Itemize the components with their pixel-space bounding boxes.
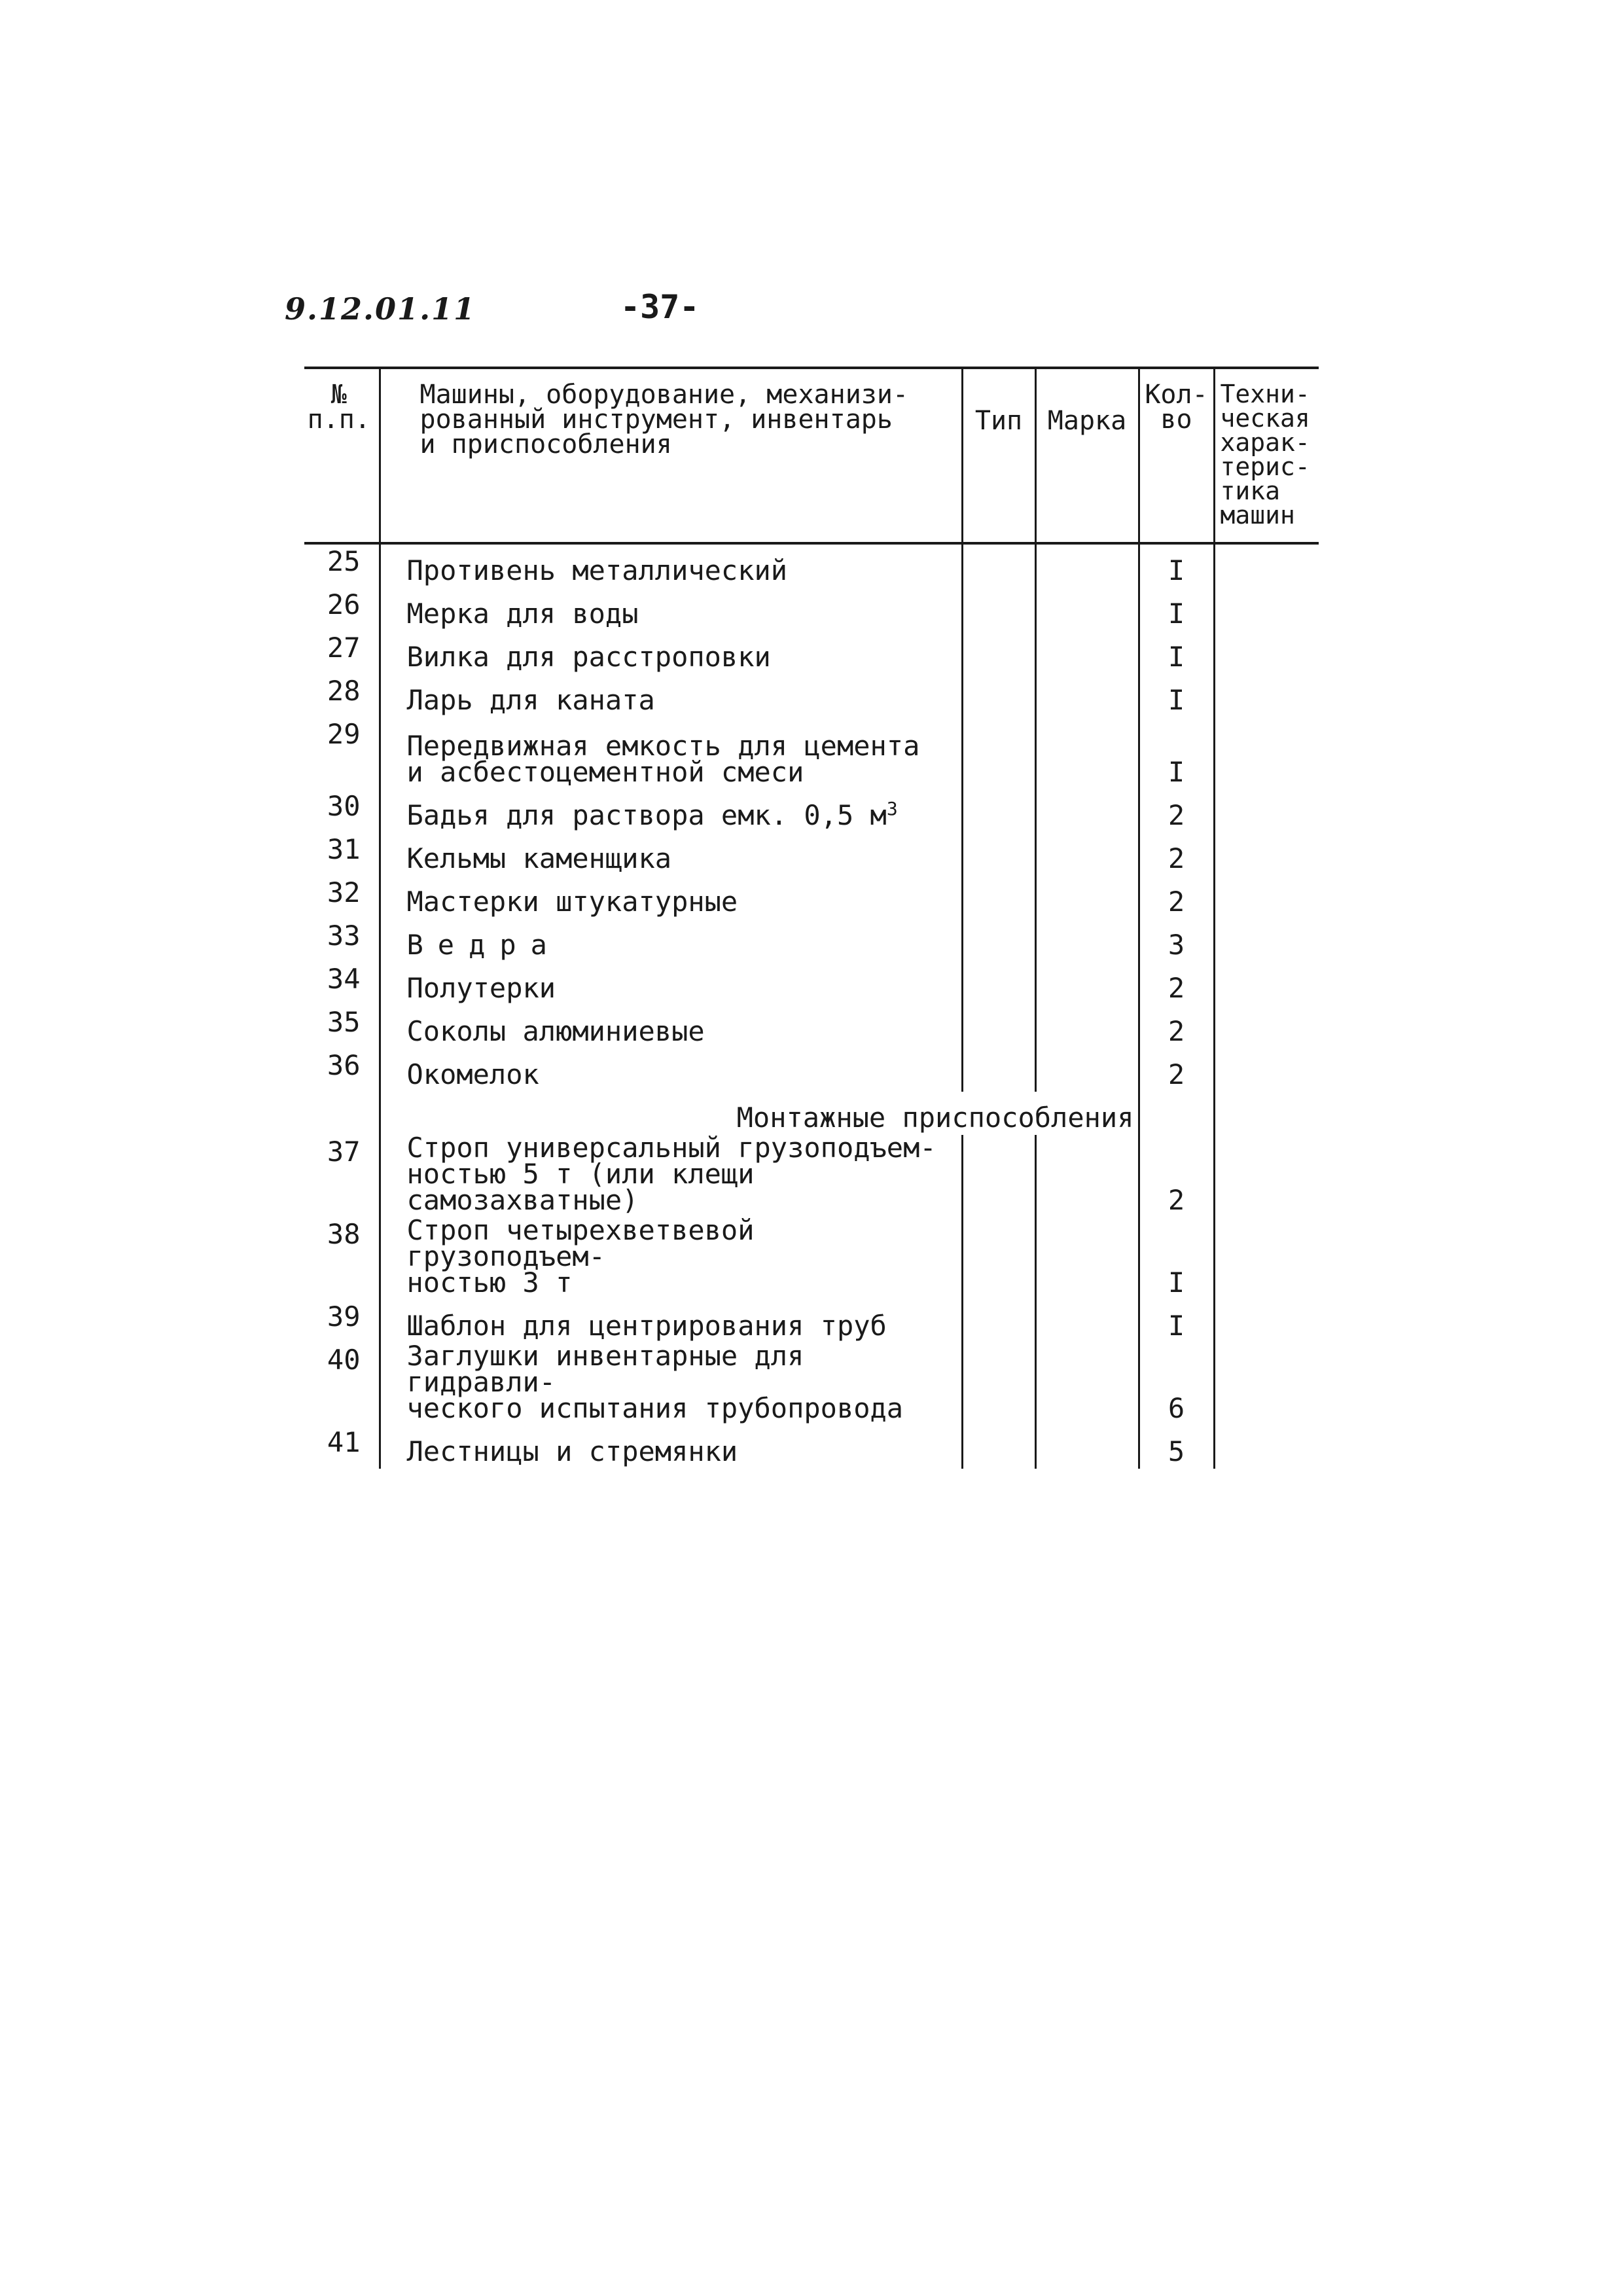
row-tech-spec bbox=[1214, 789, 1319, 833]
row-number: 41 bbox=[327, 1426, 361, 1458]
column-header-name: Машины, оборудование, механизи- рованный инструмент, инвентарь и приспособления bbox=[380, 368, 962, 543]
table-row bbox=[304, 833, 1319, 876]
equipment-table-container bbox=[304, 367, 1319, 1469]
row-type bbox=[962, 789, 1035, 833]
row-tech-spec bbox=[1214, 543, 1319, 588]
row-tech-spec bbox=[1214, 1135, 1319, 1217]
table-row bbox=[304, 588, 1319, 631]
column-header-quantity: Кол- во bbox=[1139, 368, 1214, 543]
row-quantity: 2 bbox=[1139, 1005, 1214, 1049]
row-type bbox=[962, 1135, 1035, 1217]
row-name-text: Бадья для раствора емк. 0,5 м bbox=[406, 799, 887, 831]
row-mark bbox=[1035, 876, 1139, 919]
row-mark bbox=[1035, 1135, 1139, 1217]
row-mark bbox=[1035, 1005, 1139, 1049]
column-header-number: № п.п. bbox=[304, 368, 380, 543]
row-quantity: 6 bbox=[1139, 1343, 1214, 1426]
row-number: 26 bbox=[327, 588, 361, 620]
row-mark bbox=[1035, 1426, 1139, 1469]
row-type bbox=[962, 1005, 1035, 1049]
table-row bbox=[304, 717, 1319, 789]
row-quantity: 2 bbox=[1139, 876, 1214, 919]
row-tech-spec bbox=[1214, 717, 1319, 789]
document-code: 9.12.01.11 bbox=[285, 291, 476, 327]
row-mark bbox=[1035, 543, 1139, 588]
section-tech-cell bbox=[1214, 1092, 1319, 1135]
row-type bbox=[962, 919, 1035, 962]
row-type bbox=[962, 833, 1035, 876]
row-quantity: I bbox=[1139, 674, 1214, 717]
row-mark bbox=[1035, 674, 1139, 717]
row-name: Мастерки штукатурные bbox=[380, 876, 962, 919]
row-name: Ларь для каната bbox=[380, 674, 962, 717]
row-mark bbox=[1035, 789, 1139, 833]
row-mark bbox=[1035, 1049, 1139, 1092]
row-mark bbox=[1035, 717, 1139, 789]
row-tech-spec bbox=[1214, 1426, 1319, 1469]
row-name: Кельмы каменщика bbox=[380, 833, 962, 876]
row-mark bbox=[1035, 1217, 1139, 1300]
row-mark bbox=[1035, 1343, 1139, 1426]
section-title: Монтажные приспособления bbox=[380, 1092, 1139, 1135]
row-type bbox=[962, 631, 1035, 674]
table-row bbox=[304, 1426, 1319, 1469]
section-row bbox=[304, 1092, 1319, 1135]
row-number: 25 bbox=[327, 545, 361, 577]
row-type bbox=[962, 674, 1035, 717]
column-header-tech-spec: Техни- ческая харак- терис- тика машин bbox=[1214, 368, 1319, 543]
row-name: Окомелок bbox=[380, 1049, 962, 1092]
row-mark bbox=[1035, 962, 1139, 1005]
table-header-row bbox=[304, 368, 1319, 543]
row-name: Полутерки bbox=[380, 962, 962, 1005]
row-number: 38 bbox=[327, 1218, 361, 1250]
table-row bbox=[304, 674, 1319, 717]
row-quantity: I bbox=[1139, 588, 1214, 631]
row-tech-spec bbox=[1214, 919, 1319, 962]
row-type bbox=[962, 962, 1035, 1005]
row-quantity: I bbox=[1139, 717, 1214, 789]
table-row bbox=[304, 543, 1319, 588]
row-tech-spec bbox=[1214, 962, 1319, 1005]
row-name: Строп универсальный грузоподъем- ностью 5 т (или клещи самозахватные) bbox=[380, 1135, 962, 1217]
row-type bbox=[962, 717, 1035, 789]
table-row bbox=[304, 1049, 1319, 1092]
row-type bbox=[962, 1426, 1035, 1469]
table-row bbox=[304, 1005, 1319, 1049]
row-number: 39 bbox=[327, 1300, 361, 1333]
row-mark bbox=[1035, 833, 1139, 876]
row-mark bbox=[1035, 1300, 1139, 1343]
row-name: Мерка для воды bbox=[380, 588, 962, 631]
table-row bbox=[304, 919, 1319, 962]
row-quantity: 3 bbox=[1139, 919, 1214, 962]
row-tech-spec bbox=[1214, 1049, 1319, 1092]
row-type bbox=[962, 1049, 1035, 1092]
row-name: Заглушки инвентарные для гидравли- ческого испытания трубопровода bbox=[380, 1343, 962, 1426]
row-name: Передвижная емкость для цемента и асбестоцементной смеси bbox=[380, 717, 962, 789]
row-tech-spec bbox=[1214, 1005, 1319, 1049]
row-name: Противень металлический bbox=[380, 543, 962, 588]
row-number: 28 bbox=[327, 675, 361, 707]
table-row bbox=[304, 789, 1319, 833]
row-name: Вилка для расстроповки bbox=[380, 631, 962, 674]
table-row bbox=[304, 1217, 1319, 1300]
row-number: 34 bbox=[327, 963, 361, 995]
row-quantity: 2 bbox=[1139, 962, 1214, 1005]
row-number: 29 bbox=[327, 718, 361, 750]
table-row bbox=[304, 1300, 1319, 1343]
row-tech-spec bbox=[1214, 1300, 1319, 1343]
column-header-type: Тип bbox=[962, 368, 1035, 543]
page-number: -37- bbox=[620, 288, 700, 326]
table-row bbox=[304, 1135, 1319, 1217]
row-number: 31 bbox=[327, 833, 361, 865]
table-row bbox=[304, 876, 1319, 919]
row-number: 30 bbox=[327, 790, 361, 822]
table-row bbox=[304, 631, 1319, 674]
row-number: 37 bbox=[327, 1136, 361, 1168]
column-header-mark: Марка bbox=[1035, 368, 1139, 543]
row-tech-spec bbox=[1214, 588, 1319, 631]
row-quantity: 2 bbox=[1139, 833, 1214, 876]
row-name: Строп четырехветвевой грузоподъем- ностью 3 т bbox=[380, 1217, 962, 1300]
row-tech-spec bbox=[1214, 1343, 1319, 1426]
row-tech-spec bbox=[1214, 1217, 1319, 1300]
row-quantity: I bbox=[1139, 1217, 1214, 1300]
unit-superscript: 3 bbox=[886, 798, 898, 819]
row-quantity: 2 bbox=[1139, 1135, 1214, 1217]
row-tech-spec bbox=[1214, 674, 1319, 717]
row-quantity: 2 bbox=[1139, 1049, 1214, 1092]
row-tech-spec bbox=[1214, 876, 1319, 919]
row-type bbox=[962, 1300, 1035, 1343]
row-name: Ведра bbox=[380, 919, 962, 962]
row-quantity: 2 bbox=[1139, 789, 1214, 833]
row-quantity: 5 bbox=[1139, 1426, 1214, 1469]
row-tech-spec bbox=[1214, 833, 1319, 876]
row-number: 40 bbox=[327, 1344, 361, 1376]
row-mark bbox=[1035, 588, 1139, 631]
row-name: Лестницы и стремянки bbox=[380, 1426, 962, 1469]
row-number: 27 bbox=[327, 632, 361, 664]
row-name: Шаблон для центрирования труб bbox=[380, 1300, 962, 1343]
table-row bbox=[304, 962, 1319, 1005]
row-type bbox=[962, 588, 1035, 631]
table-row bbox=[304, 1343, 1319, 1426]
row-mark bbox=[1035, 919, 1139, 962]
section-qty-cell bbox=[1139, 1092, 1214, 1135]
row-tech-spec bbox=[1214, 631, 1319, 674]
row-name bbox=[380, 789, 962, 833]
row-quantity: I bbox=[1139, 631, 1214, 674]
equipment-table bbox=[304, 367, 1319, 1469]
row-number: 35 bbox=[327, 1006, 361, 1038]
row-mark bbox=[1035, 631, 1139, 674]
row-type bbox=[962, 1343, 1035, 1426]
row-quantity: I bbox=[1139, 1300, 1214, 1343]
row-number: 32 bbox=[327, 876, 361, 908]
row-type bbox=[962, 543, 1035, 588]
row-type bbox=[962, 876, 1035, 919]
row-number: 33 bbox=[327, 920, 361, 952]
row-quantity: I bbox=[1139, 543, 1214, 588]
row-type bbox=[962, 1217, 1035, 1300]
section-number-cell bbox=[304, 1092, 380, 1135]
row-number: 36 bbox=[327, 1049, 361, 1081]
row-name: Соколы алюминиевые bbox=[380, 1005, 962, 1049]
